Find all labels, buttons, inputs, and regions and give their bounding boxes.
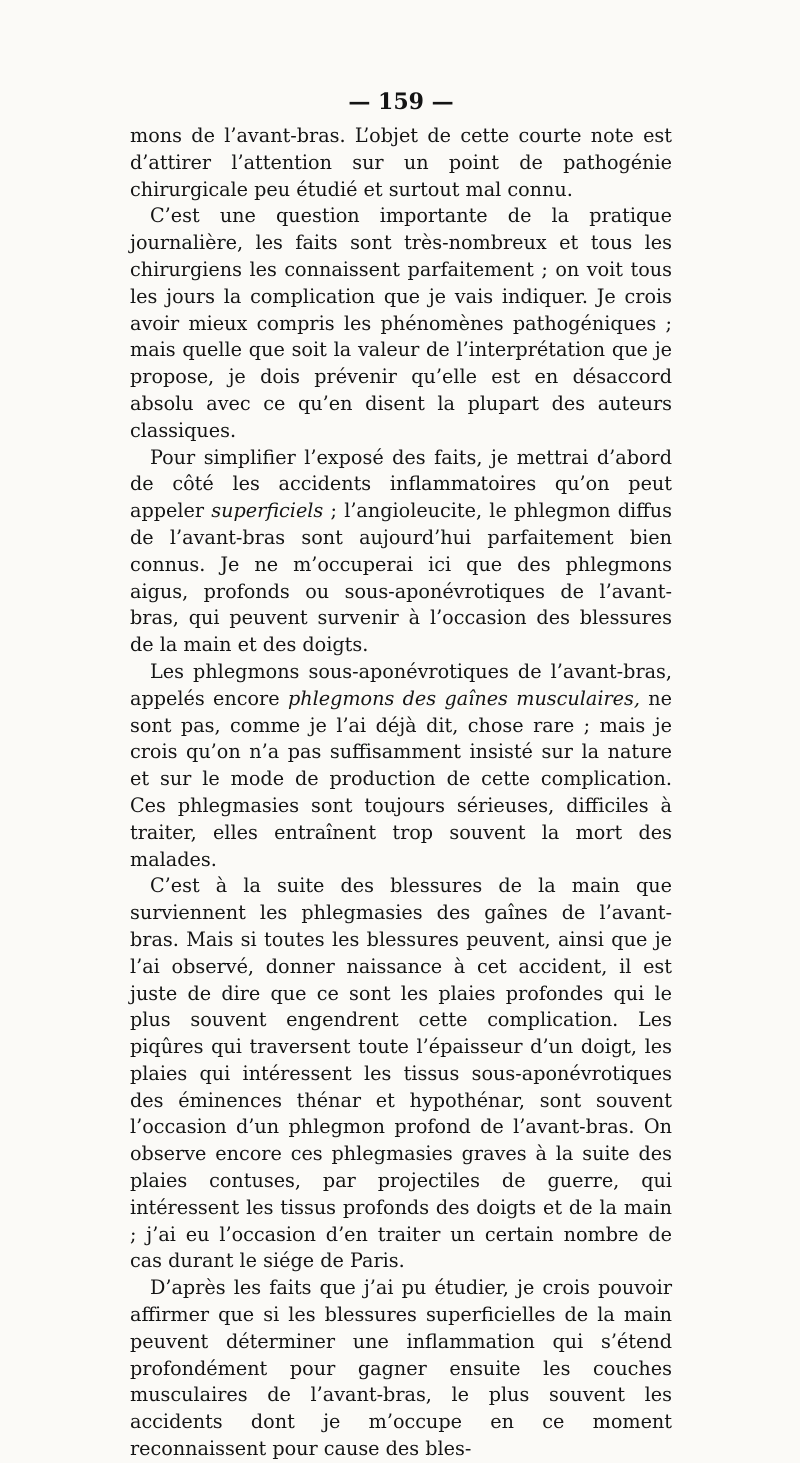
paragraph-1: mons de l’avant-bras. L’objet de cette courte note est d’attirer l’attention sur un point de pathogénie chirurgicale peu étudié et surtout mal connu. <box>130 124 672 201</box>
italic-term-phlegmons-gaines: phlegmons des gaînes musculaires, <box>287 686 640 710</box>
paragraph-4-text-before: Les phlegmons sous-aponévrotiques de l’avant-bras, appelés encore <box>130 659 672 710</box>
paragraph-3-text-before: Pour simplifier l’exposé des faits, je mettrai d’abord de côté les accidents inflammatoires qu’on peut appeler <box>130 445 672 523</box>
paragraph-2: C’est une question importante de la pratique journalière, les faits sont très-nombreux et tous les chirurgiens les connaissent parfaitement ; on voit tous les jours la complication que je vais indiquer. Je crois avoir mieux compris les phénomènes pathogéniques ; mais quelle que soit la valeur de l’interprétation que je propose, je dois prévenir qu’elle est en désaccord absolu avec ce qu’en disent la plupart des auteurs classiques. <box>130 204 672 442</box>
page-number: — 159 — <box>348 89 454 115</box>
paragraph-3-text-after: ; l’angioleucite, le phlegmon diffus de l’avant-bras sont aujourd’hui parfaitement bien connus. Je ne m’occuperai ici que des phlegmons aigus, profonds ou sous-aponévrotiques de l’avant-bras, qui peuvent survenir à l’occasion des blessures de la main et des doigts. <box>130 499 672 657</box>
italic-term-superficiels: superficiels <box>211 499 324 523</box>
paragraph-4-text-after: ne sont pas, comme je l’ai déjà dit, chose rare ; mais je crois qu’on n’a pas suffisamment insisté sur la nature et sur le mode de production de cette complication. Ces phlegmasies sont toujours sérieuses, difficiles à traiter, elles entraînent trop souvent la mort des malades. <box>130 686 672 871</box>
paragraph-3 <box>130 445 672 659</box>
paragraph-6: D’après les faits que j’ai pu étudier, je crois pouvoir affirmer que si les blessures superficielles de la main peuvent déterminer une inflammation qui s’étend profondément pour gagner ensuite les couches musculaires de l’avant-bras, le plus souvent les accidents dont je m’occupe en ce moment reconnaissent pour cause des bles- <box>130 1276 672 1461</box>
paragraph-4 <box>130 659 672 873</box>
paragraph-5: C’est à la suite des blessures de la main que surviennent les phlegmasies des gaînes de l’avant-bras. Mais si toutes les blessures peuvent, ainsi que je l’ai observé, donner naissance à cet accident, il est juste de dire que ce sont les plaies profondes qui le plus souvent engendrent cette complication. Les piqûres qui traversent toute l’épaisseur d’un doigt, les plaies qui intéressent les tissus sous-aponévrotiques des éminences thénar et hypothénar, sont souvent l’occasion d’un phlegmon profond de l’avant-bras. On observe encore ces phlegmasies graves à la suite des plaies contuses, par projectiles de guerre, qui intéressent les tissus profonds des doigts et de la main ; j’ai eu l’occasion d’en traiter un certain nombre de cas durant le siége de Paris. <box>130 874 672 1273</box>
